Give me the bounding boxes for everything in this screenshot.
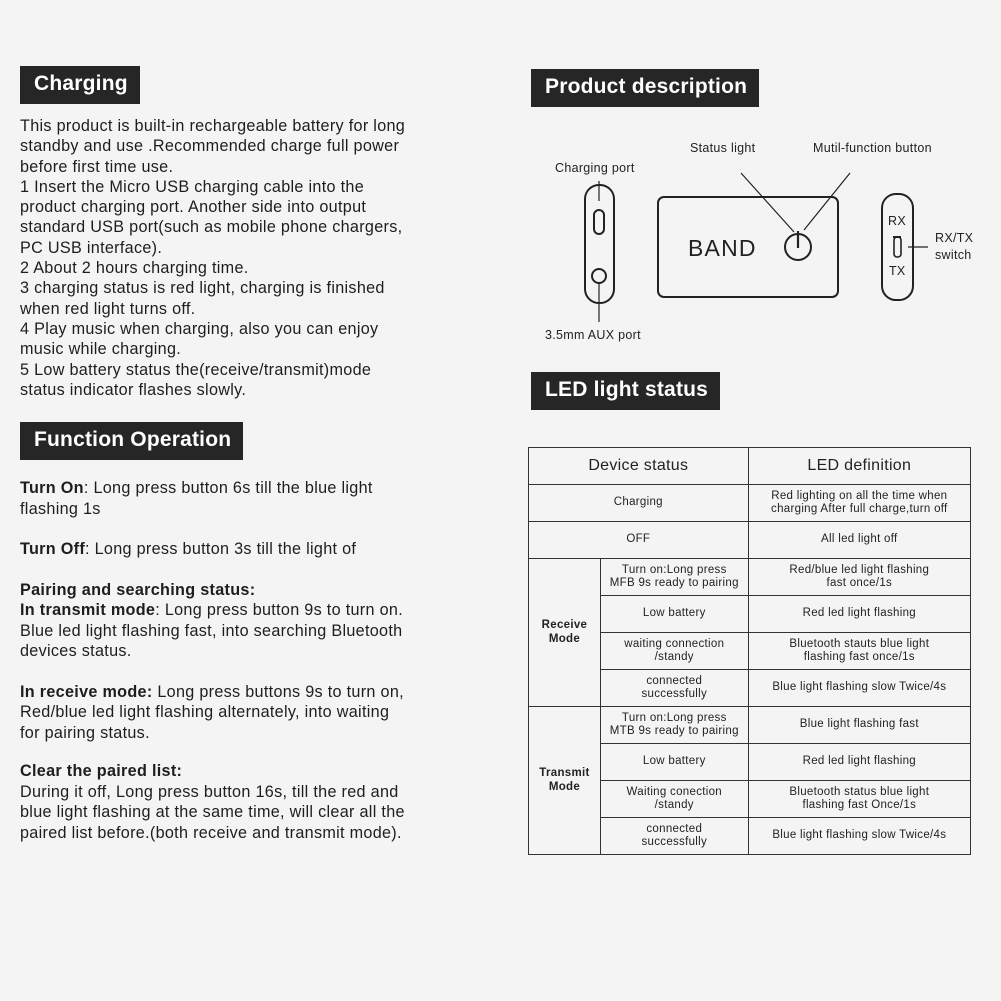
status-cell: Turn on:Long press MTB 9s ready to pairing [600, 707, 748, 744]
usb-port-icon [594, 210, 604, 234]
pairing-heading: Pairing and searching status: [20, 580, 256, 599]
definition-cell: Red led light flashing [748, 744, 970, 781]
switch-label-line2: switch [935, 248, 972, 262]
status-cell: connected successfully [600, 670, 748, 707]
button-leader [804, 173, 850, 230]
charging-port-label: Charging port [555, 161, 635, 175]
definition-cell: Blue light flashing fast [748, 707, 970, 744]
left-column [20, 66, 500, 843]
status-cell: OFF [529, 522, 749, 559]
multi-button-label: Mutil-function button [813, 141, 932, 155]
led-status-table [528, 447, 971, 855]
definition-cell: Red led light flashing [748, 596, 970, 633]
aux-port-label: 3.5mm AUX port [545, 328, 641, 342]
clear-heading: Clear the paired list: [20, 762, 183, 781]
status-light-label: Status light [690, 141, 756, 155]
definition-cell: Blue light flashing slow Twice/4s [748, 670, 970, 707]
status-cell: Waiting conection /standy [600, 781, 748, 818]
charging-heading: Charging [20, 66, 140, 104]
definition-cell: Bluetooth status blue light flashing fast Once/1s [748, 781, 970, 818]
switch-slider-icon [894, 237, 901, 257]
transmit-mode-cell: Transmit Mode [529, 707, 601, 855]
turn-off-paragraph [20, 539, 500, 560]
band-label: BAND [688, 235, 757, 261]
table-row [529, 559, 971, 596]
rx-label: RX [888, 214, 906, 228]
status-cell: Charging [529, 485, 749, 522]
tx-label: TX [889, 264, 906, 278]
transmit-label: In transmit mode [20, 601, 156, 620]
definition-cell: All led light off [748, 522, 970, 559]
table-row [529, 522, 971, 559]
charging-text: This product is built-in rechargeable battery for long standby and use .Recommended charge full power before first time use. 1 Insert the Micro USB charging cable into the product charging port. Another side into output standard USB port(such as mobile phone chargers, PC USB interface). 2 About 2 hours charging time. 3 charging status is red light, charging is finished when red light turns off. 4 Play music when charging, also you can enjoy music while charging. 5 Low battery status the(receive/transmit)mode status indicator flashes slowly. [20, 117, 406, 399]
definition-cell: Blue light flashing slow Twice/4s [748, 818, 970, 855]
clear-text: During it off, Long press button 16s, till the red and blue light flashing at the same time, will clear all the paired list before.(both receive and transmit mode). [20, 782, 405, 842]
definition-cell: Red/blue led light flashing fast once/1s [748, 559, 970, 596]
transmit-paragraph [20, 600, 500, 662]
col-status-header: Device status [529, 448, 749, 485]
diagram-drawing [528, 125, 988, 355]
status-cell: Low battery [600, 744, 748, 781]
function-body [20, 478, 500, 843]
definition-cell: Bluetooth stauts blue light flashing fast once/1s [748, 633, 970, 670]
turn-on-text: : Long press button 6s till the blue light flashing 1s [20, 479, 373, 518]
status-cell: Low battery [600, 596, 748, 633]
function-heading: Function Operation [20, 422, 243, 460]
aux-port-icon [592, 269, 606, 283]
table-row [529, 485, 971, 522]
receive-paragraph [20, 682, 500, 744]
product-diagram [528, 125, 988, 355]
receive-text: Long press buttons 9s to turn on, Red/blue led light flashing alternately, into waiting for pairing status. [20, 682, 404, 742]
col-definition-header: LED definition [748, 448, 970, 485]
transmit-text: : Long press button 9s to turn on. Blue led light flashing fast, into searching Bluetooth devices status. [20, 601, 403, 661]
turn-on-paragraph [20, 478, 500, 519]
status-cell: waiting connection /standy [600, 633, 748, 670]
status-cell: Turn on:Long press MFB 9s ready to pairing [600, 559, 748, 596]
receive-label: In receive mode: [20, 682, 153, 701]
table-header-row [529, 448, 971, 485]
turn-off-label: Turn Off [20, 540, 86, 559]
turn-on-label: Turn On [20, 479, 84, 498]
product-heading: Product description [531, 69, 759, 107]
definition-cell: Red lighting on all the time when charging After full charge,turn off [748, 485, 970, 522]
led-heading: LED light status [531, 372, 720, 410]
status-cell: connected successfully [600, 818, 748, 855]
receive-mode-cell: Receive Mode [529, 559, 601, 707]
turn-off-text: : Long press button 3s till the light of [85, 540, 357, 559]
table-row [529, 707, 971, 744]
switch-label-line1: RX/TX [935, 231, 974, 245]
status-light-leader [741, 173, 794, 232]
